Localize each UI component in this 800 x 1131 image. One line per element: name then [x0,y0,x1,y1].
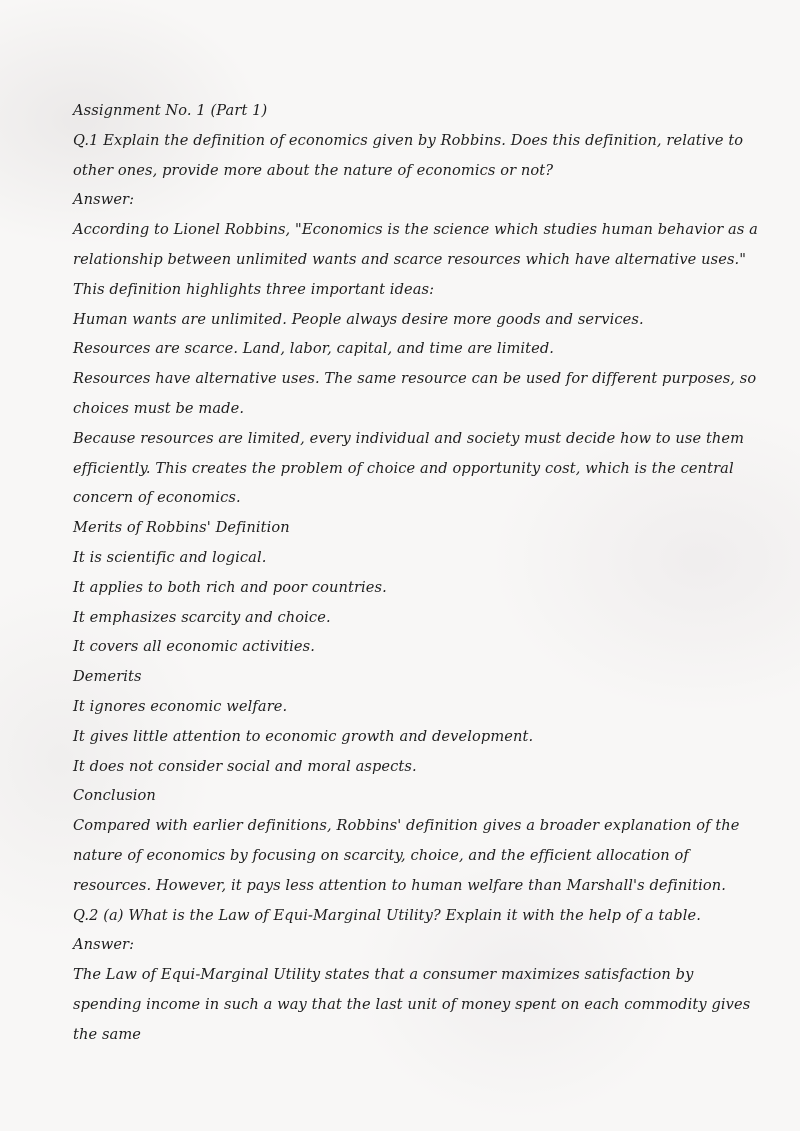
robbins-quote: According to Lionel Robbins, "Economics is the science which studies human behavior as a relationship between unlimited wants and scarce resources which have alternative uses." [73,221,758,268]
merits-heading: Merits of Robbins' Definition [73,519,290,537]
demerit-item: It ignores economic welfare. [73,697,288,715]
answer-label-2: Answer: [73,936,135,954]
merit-item: It applies to both rich and poor countries. [73,578,387,596]
demerits-heading: Demerits [73,668,142,686]
idea-unlimited-wants: Human wants are unlimited. People always desire more goods and services. [73,310,644,328]
merit-item: It is scientific and logical. [73,548,267,566]
document-body [73,96,763,1050]
question-1: Q.1 Explain the definition of economics given by Robbins. Does this definition, relative to other ones, provide more about the nature of economics or not? [73,131,744,179]
demerit-item: It does not consider social and moral aspects. [73,757,417,775]
conclusion-heading: Conclusion [73,787,156,805]
idea-alternative-uses: Resources have alternative uses. The same resource can be used for different purposes, so choices must be made. [73,370,757,417]
answer-label: Answer: [73,191,135,209]
merit-item: It covers all economic activities. [73,638,316,656]
conclusion-paragraph: Compared with earlier definitions, Robbins' definition gives a broader explanation of the nature of economics by focusing on scarcity, choice, and the efficient allocation of resources. However, it pays less attention to human welfare than Marshall's definition. [73,817,740,894]
equi-marginal-paragraph: The Law of Equi-Marginal Utility states that a consumer maximizes satisfaction by spending income in such a way that the last unit of money spent on each commodity gives the same [73,966,751,1043]
question-2a: Q.2 (a) What is the Law of Equi-Marginal Utility? Explain it with the help of a table. [73,906,701,924]
assignment-title: Assignment No. 1 (Part 1) [73,102,268,119]
demerit-item: It gives little attention to economic growth and development. [73,727,534,745]
idea-scarce-resources: Resources are scarce. Land, labor, capital, and time are limited. [73,340,555,358]
choice-paragraph: Because resources are limited, every individual and society must decide how to use them efficiently. This creates the problem of choice and opportunity cost, which is the central concern of economics. [73,429,745,507]
merit-item: It emphasizes scarcity and choice. [73,608,331,626]
highlights-intro: This definition highlights three important ideas: [73,280,435,298]
